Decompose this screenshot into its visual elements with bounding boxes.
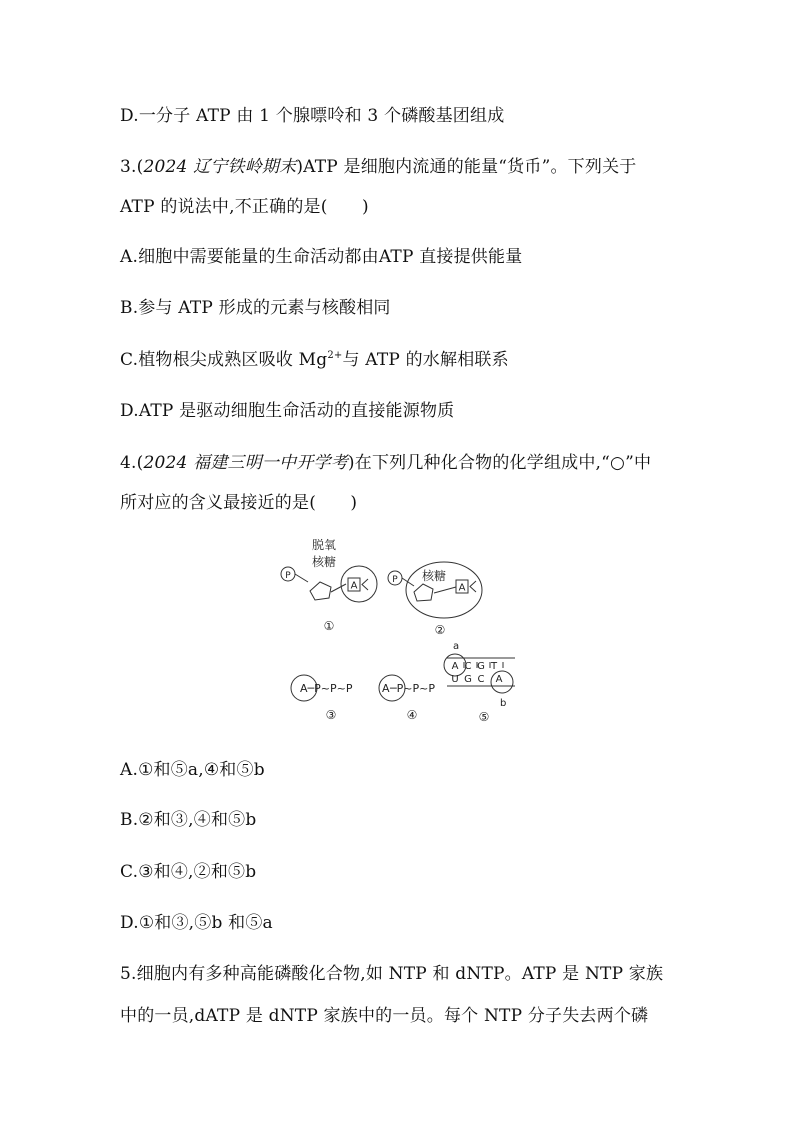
phosphate-label: P: [285, 571, 291, 581]
q4-stem-text: )在下列几种化合物的化学组成中,“○”中: [347, 453, 652, 473]
q4-stem-line2: 所对应的含义最接近的是( ): [120, 493, 358, 513]
atp-a-4: A: [382, 682, 390, 695]
label-b: b: [500, 698, 507, 709]
strand-top-base: T: [490, 661, 498, 672]
strand-bottom-base: G: [464, 674, 472, 685]
deoxyribose-label: 脱氧: [311, 538, 337, 552]
q5-stem-line2: 中的一员,dATP 是 dNTP 家族中的一员。每个 NTP 分子失去两个磷: [120, 1006, 649, 1026]
strand-top-base: G: [477, 661, 485, 672]
strand-bottom-base: C: [477, 674, 485, 685]
q3-option-d: D.ATP 是驱动细胞生命活动的直接能源物质: [120, 401, 455, 421]
q4-option-d: D.①和③,⑤b 和⑤a: [120, 913, 273, 933]
q3-source: 2024 辽宁铁岭期末: [143, 157, 297, 177]
q3-option-a: A.细胞中需要能量的生命活动都由ATP 直接提供能量: [120, 247, 523, 267]
atp-chain-3: A─P~P~P: [300, 682, 353, 695]
pentose-ring: [310, 582, 331, 600]
q4-number: 4.(: [120, 453, 144, 473]
compound-5-number: ⑤: [478, 710, 490, 724]
compound-1: [281, 566, 377, 602]
pentose-ring: [414, 584, 433, 601]
circled-part: [341, 566, 377, 602]
strand-top-base: A: [451, 661, 459, 672]
label-a: a: [453, 641, 460, 652]
q3-option-c: [120, 348, 509, 372]
q2-option-d: D.一分子 ATP 由 1 个腺嘌呤和 3 个磷酸基团组成: [120, 106, 505, 126]
atp-rest-4: ─P~P~P: [390, 682, 435, 695]
q3-option-c-text: C.植物根尖成熟区吸收 Mg: [120, 350, 328, 370]
q3-option-c-text-rest: 与 ATP 的水解相联系: [342, 350, 509, 370]
strand-top-base: C: [464, 661, 472, 672]
base-a-label: A: [458, 582, 466, 594]
q4-option-c: C.③和④,②和⑤b: [120, 862, 257, 882]
base-a-label: A: [350, 580, 358, 592]
q4-source: 2024 福建三明一中开学考: [143, 453, 348, 473]
compound-2-number: ②: [434, 623, 446, 637]
strand-bottom-base: A: [495, 674, 503, 685]
q3-stem-line1: [120, 155, 636, 179]
q3-option-b: B.参与 ATP 形成的元素与核酸相同: [120, 298, 391, 318]
compound-4-number: ④: [406, 708, 418, 722]
ribose-label: 核糖: [421, 569, 447, 583]
q3-number: 3.(: [120, 157, 144, 177]
q3-option-c-superscript: 2+: [327, 350, 343, 361]
q4-option-b: B.②和③,④和⑤b: [120, 810, 257, 830]
deoxyribose-label: 核糖: [311, 555, 337, 569]
q4-option-a: A.①和⑤a,④和⑤b: [120, 760, 265, 780]
phosphate-label: P: [392, 575, 398, 585]
q5-stem-line1: 5.细胞内有多种高能磷酸化合物,如 NTP 和 dNTP。ATP 是 NTP 家族: [120, 964, 664, 984]
q3-stem-text: )ATP 是细胞内流通的能量“货币”。下列关于: [296, 157, 637, 177]
q3-stem-line2: ATP 的说法中,不正确的是( ): [120, 197, 369, 217]
q4-stem-line1: [120, 451, 651, 475]
compound-3-number: ③: [325, 708, 337, 722]
strand-bottom-base: U: [451, 674, 459, 685]
compound-structure-figure: [270, 536, 530, 726]
compound-1-number: ①: [323, 619, 335, 633]
